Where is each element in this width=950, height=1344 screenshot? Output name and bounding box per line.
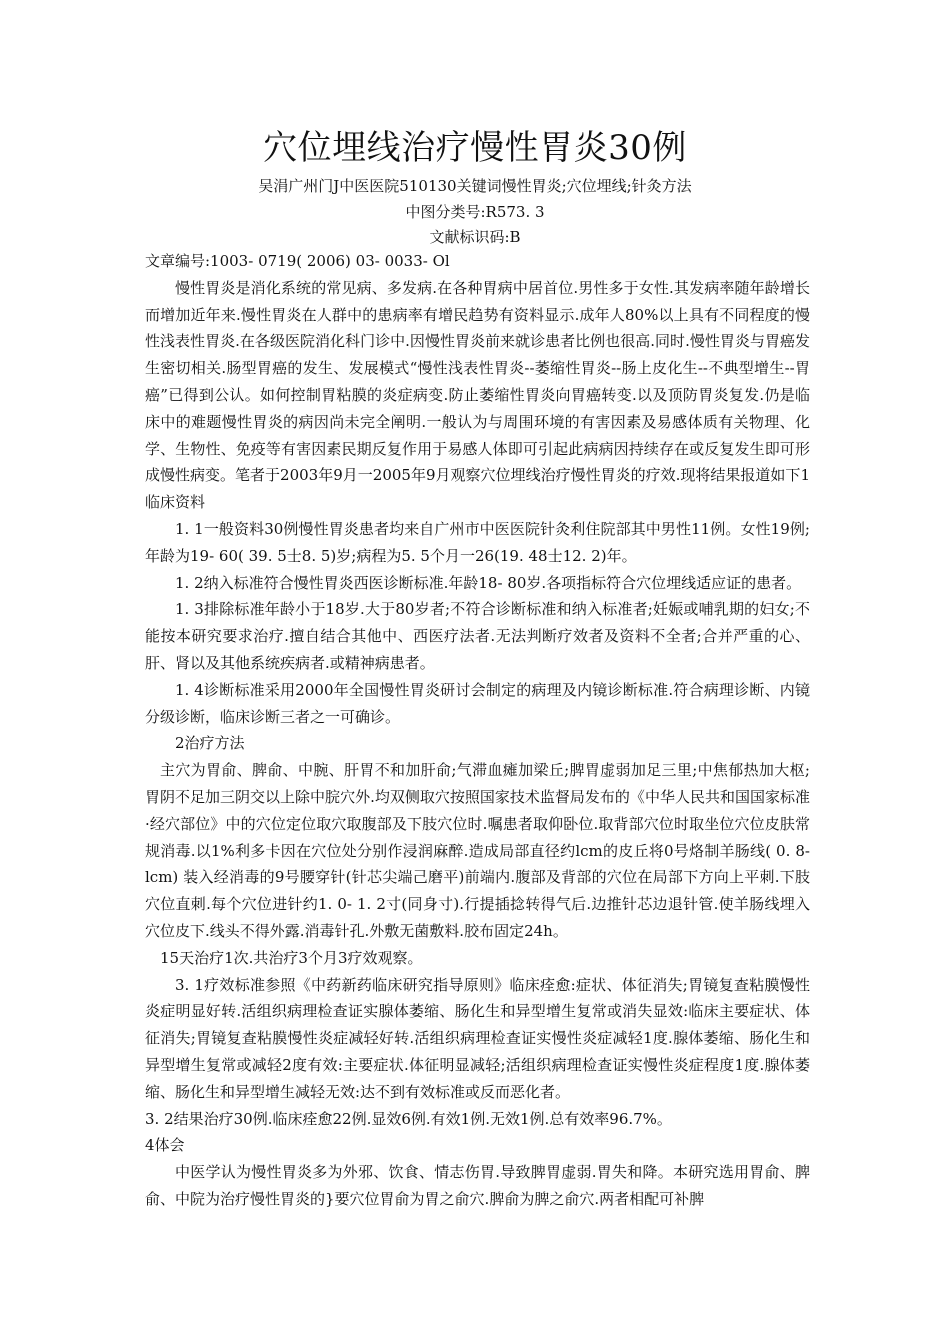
document-code: 文献标识码:B <box>429 228 521 246</box>
body-paragraph: 1. 2纳入标准符合慢性胃炎西医诊断标准.年龄18- 80岁.各项指标符合穴位埋线适应证的患者。 <box>175 573 802 592</box>
body-paragraph: 1. 1一般资料30例慢性胃炎患者均来自广州市中医医院针灸利住院部其中男性11例。女性19例;年龄为19- 60( 39. 5士8. 5)岁;病程为5. 5个月一26(19. 48士12. 2)年。 <box>145 519 810 565</box>
body-paragraph: 15天治疗1次.共治疗3个月3疗效观察。 <box>160 948 423 967</box>
author-keywords-line: 吴涓广州门J中医医院510130关键词慢性胃炎;穴位埋线;针灸方法 <box>258 177 692 195</box>
article-title: 穴位埋线治疗慢性胃炎30例 <box>263 128 687 168</box>
body-paragraph: 1. 4诊断标准采用2000年全国慢性胃炎研讨会制定的病理及内镜诊断标准.符合病理诊断、内镜分级诊断，临床诊断三者之一可确诊。 <box>145 680 810 726</box>
body-paragraph: 主穴为胃俞、脾俞、中腕、肝胃不和加肝俞;气滞血瘫加梁丘;脾胃虚弱加足三里;中焦郁热加大枢;胃阴不足加三阴交以上除中脘穴外.均双侧取穴按照国家技术监督局发布的《中华人民共和国国家标准·经穴部位》中的穴位定位取穴取腹部及下肢穴位时.嘱患者取仰卧位.取背部穴位时取坐位穴位皮肤常规消毒.以1%利多卡因在穴位处分别作浸润麻醉.造成局部直径约lcm的皮丘将0号烙制羊肠线( 0. 8- lcm) 装入经消毒的9号腰穿针(针芯尖端己磨平)前端内.腹部及背部的穴位在局部下方向上平刺.下肢穴位直刺.每个穴位进针约1. 0- 1. 2寸(同身寸).行提插捻转得气后.边推针芯边退针管.使羊肠线埋入穴位皮下.线头不得外露.消毒针孔.外敷无菌敷料.胶布固定24h。 <box>145 761 810 940</box>
body-paragraph: 中医学认为慢性胃炎多为外邪、饮食、情志伤胃.导致脾胃虚弱.胃失和降。本研究选用胃俞、脾俞、中院为治疗慢性胃炎的}要穴位胃俞为胃之俞穴.脾俞为脾之俞穴.两者相配可补脾 <box>145 1163 810 1208</box>
body-paragraph: 2治疗方法 <box>175 734 245 753</box>
paragraph-list <box>145 275 810 1213</box>
article-body <box>145 248 810 1213</box>
body-paragraph: 1. 3排除标准年龄小于18岁.大于80岁者;不符合诊断标准和纳入标准者;妊娠或哺乳期的妇女;不能按本研究要求治疗.擅自结合其他中、西医疗法者.无法判断疗效者及资料不全者;合并严重的心、肝、肾以及其他系统疾病者.或精神病患者。 <box>145 600 810 672</box>
body-paragraph: 4体会 <box>145 1136 185 1155</box>
body-paragraph: 3. 2结果治疗30例.临床痊愈22例.显效6例.有效1例.无效1例.总有效率96.7%。 <box>145 1109 672 1128</box>
article-number: 文章编号:1003- 0719( 2006) 03- 0033- Ol <box>145 252 450 270</box>
body-paragraph: 慢性胃炎是消化系统的常见病、多发病.在各种胃病中居首位.男性多于女性.其发病率随年龄增长而增加近年来.慢性胃炎在人群中的患病率有增民趋势有资料显示.成年人80%以上具有不同程度的慢性浅表性胃炎.在各级医院消化科门诊中.因慢性胃炎前来就诊患者比例也很高.同时.慢性胃炎与胃癌发生密切相关.肠型胃癌的发生、发展模式“慢性浅表性胃炎--萎缩性胃炎--肠上皮化生--不典型增生--胃癌”已得到公认。如何控制胃粘膜的炎症病变.防止萎缩性胃炎向胃癌转变.以及顶防胃炎复发.仍是临床中的难题慢性胃炎的病因尚未完全阐明.一般认为与周围环境的有害因素及易感体质有关物理、化学、生物性、免疫等有害因素民期反复作用于易感人体即可引起此病病因持续存在或反复发生即可形成慢性病变。笔者于2003年9月一2005年9月观察穴位埋线治疗慢性胃炎的疗效.现将结果报道如下1临床资料 <box>145 278 810 512</box>
classification-number: 中图分类号:R573. 3 <box>405 203 545 221</box>
body-paragraph: 3. 1疗效标准参照《中药新药临床研究指导原则》临床痊愈:症状、体征消失;胃镜复查粘膜慢性炎症明显好转.活组织病理检查证实腺体萎缩、肠化生和异型增生复常或消失显效:临床主要症状、体征消失;胃镜复查粘膜慢性炎症减轻好转.活组织病理检查证实慢性炎症减轻1度.腺体萎缩、肠化生和异型增生复常或减轻2度有效:主要症状.体征明显减轻;活组织病理检查证实慢性炎症程度1度.腺体萎缩、肠化生和异型增生减轻无效:达不到有效标准或反而恶化者。 <box>145 975 810 1101</box>
